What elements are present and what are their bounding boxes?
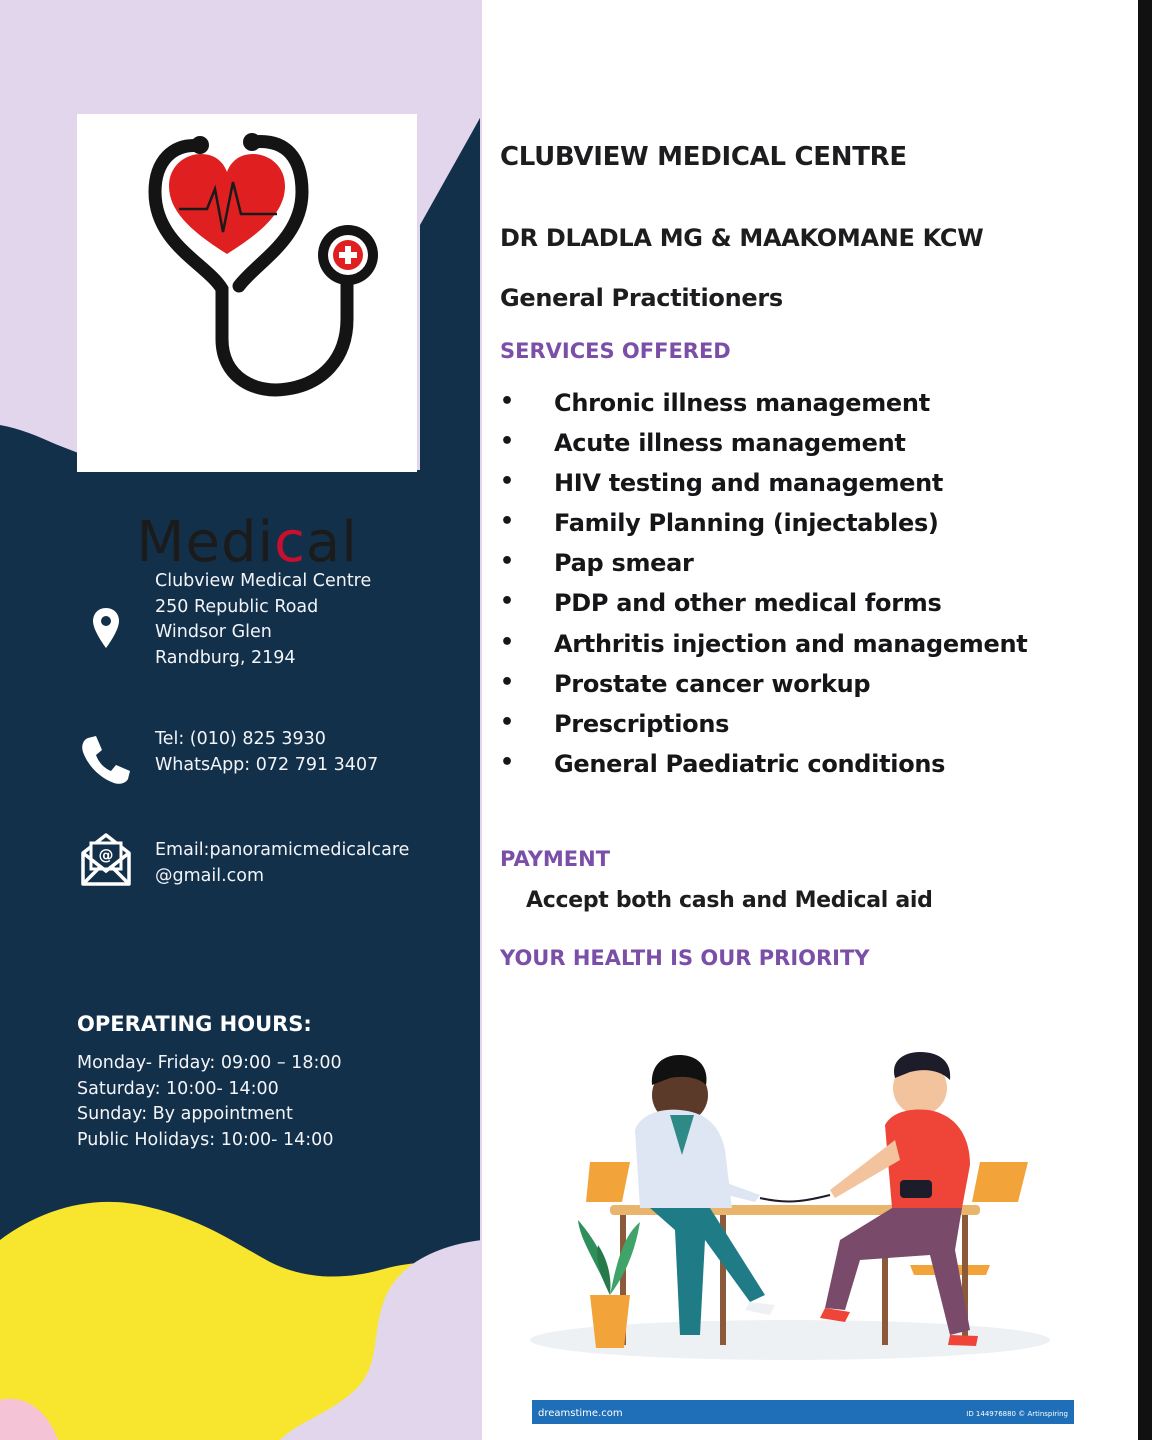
watermark-site-text: dreamstime.com: [538, 1408, 623, 1419]
bullet: •: [500, 469, 514, 495]
bullet: •: [500, 389, 514, 414]
hours-line: Public Holidays: 10:00- 14:00: [77, 1129, 334, 1150]
tagline: YOUR HEALTH IS OUR PRIORITY: [500, 946, 870, 970]
email-block: [155, 838, 409, 889]
specialty: General Practitioners: [500, 284, 783, 312]
bullet: •: [500, 749, 514, 775]
address-line: 250 Republic Road: [155, 596, 319, 617]
payment-heading: PAYMENT: [500, 847, 611, 871]
doctors-names: DR DLADLA MG & MAAKOMANE KCW: [500, 224, 984, 252]
phone-icon: [80, 734, 132, 786]
whatsapp-line: WhatsApp: 072 791 3407: [155, 754, 379, 775]
operating-hours-title: OPERATING HOURS:: [77, 1012, 312, 1036]
address-line: Clubview Medical Centre: [155, 571, 372, 591]
address-line: Windsor Glen: [155, 622, 272, 642]
phone-block: [155, 727, 378, 778]
phone-line: Tel: (010) 825 3930: [155, 729, 326, 749]
watermark-id-text: ID 144976880 © Artinspiring: [966, 1410, 1068, 1418]
bullet: •: [500, 709, 514, 735]
doctor-patient-illustration: [500, 990, 1090, 1428]
hours-line: Sunday: By appointment: [77, 1104, 293, 1124]
hours-line: Saturday: 10:00- 14:00: [77, 1078, 279, 1099]
stethoscope-heart-icon: [77, 114, 417, 414]
bullet: •: [500, 629, 514, 655]
medical-logo: [77, 114, 417, 575]
bullet: •: [500, 429, 514, 455]
email-envelope-icon: [80, 831, 132, 887]
bullet: •: [500, 509, 514, 535]
payment-text: Accept both cash and Medical aid: [526, 888, 933, 913]
logo-wordmark: Medical: [136, 510, 358, 575]
page-edge-border: [1138, 0, 1152, 1440]
left-panel: [0, 0, 482, 1440]
operating-hours-list: [77, 1051, 342, 1153]
location-pin-icon: [91, 606, 121, 650]
hours-line: Monday- Friday: 09:00 – 18:00: [77, 1053, 342, 1073]
address-line: Randburg, 2194: [155, 647, 296, 668]
bullet: •: [500, 589, 514, 615]
email-line: Email:panoramicmedicalcare: [155, 840, 410, 860]
address-block: [155, 569, 371, 671]
bullet: •: [500, 669, 514, 695]
svg-text:@: @: [98, 846, 114, 864]
email-line: @gmail.com: [155, 865, 265, 886]
services-heading: SERVICES OFFERED: [500, 339, 731, 363]
clinic-name: CLUBVIEW MEDICAL CENTRE: [500, 142, 907, 172]
bullet: •: [500, 549, 514, 575]
